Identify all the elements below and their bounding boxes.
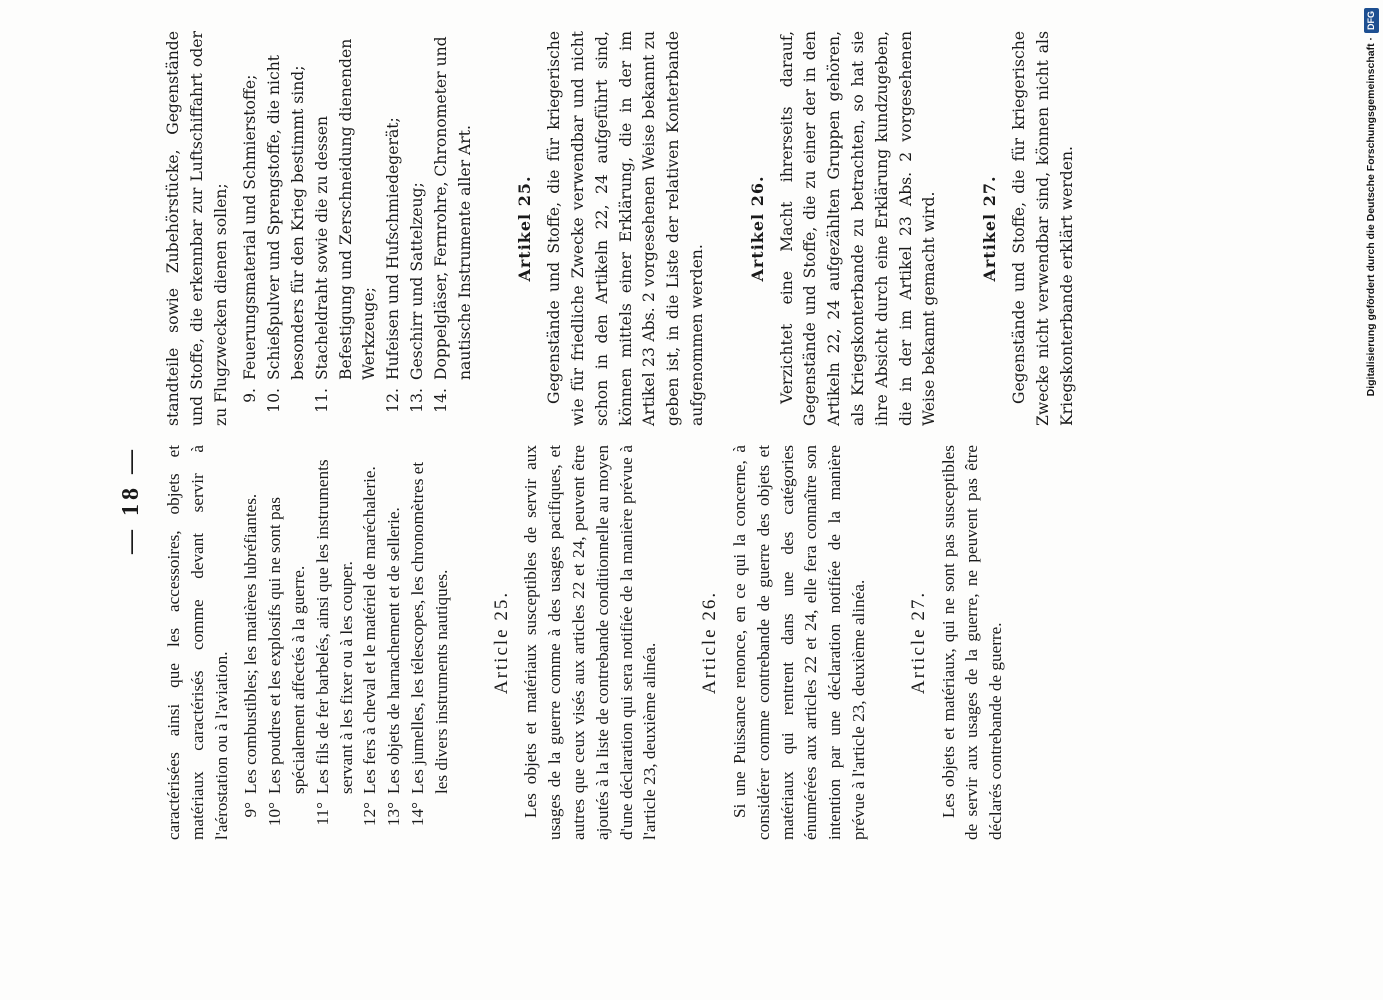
french-article-26 [698,445,871,840]
french-article-27 [907,445,1008,840]
item-number: 9° [241,802,261,818]
item-number: 12° [360,802,380,827]
list-item [239,31,263,426]
article-heading: Artikel 25. [515,175,535,282]
article-heading: Article 25. [490,590,512,695]
list-item [382,445,406,840]
item-number: 10° [265,802,285,827]
item-text: Les objets de harnachement et de sellerie. [384,507,404,794]
french-list [239,445,453,840]
french-article-25 [490,445,663,840]
german-article-25 [513,31,709,426]
item-text: Hufeisen und Hufschmiedegerät; [384,117,403,380]
list-item [406,445,454,840]
credit-text: Digitalisierung gefördert durch die Deutsche Forschungsgemeinschaft · [1365,37,1377,397]
item-text: Les fils de fer barbelés, ainsi que les instruments servant à les fixer ou à les couper. [312,459,356,794]
list-item [239,445,263,840]
item-text: Feuerungsmaterial und Schmierstoffe; [241,74,260,380]
digitization-credit [1360,8,1382,397]
list-item [311,31,382,426]
list-item [382,31,406,426]
item-number: 13. [407,388,426,413]
article-heading: Article 26. [699,590,721,695]
item-number: 10. [265,388,284,413]
list-item [263,31,311,426]
item-text: Schießpulver und Sprengstoffe, die nicht besonders für den Krieg bestimmt sind; [265,54,307,380]
german-article-26 [746,31,942,426]
item-number: 11. [312,388,331,413]
article-heading: Artikel 26. [747,175,767,282]
german-intro: standteile sowie Zubehörstücke, Gegenstände und Stoffe, die erkennbar zur Luftschiffahrt oder zu Flugzwecken dienen sollen; [164,31,230,426]
article-text: Les objets et matériaux susceptibles de servir aux usages de la guerre comme à des usages pacifiques, et autres que ceux visés aux articles 22 et 24, peuvent être ajoutés à la liste de contrebande conditionnelle au moyen d'une déclaration qui sera notifiée de la manière prévue à l'article 23, deuxième alinéa. [521,445,660,840]
article-text: Gegenstände und Stoffe, die für kriegerische wie für friedliche Zwecke verwendbar und nicht schon in den Artikeln 22, 24 aufgeführt sind, können mittels einer Erklärung, die in der im Artikel 23 Abs. 2 vorgesehenen Weise bekannt zu geben ist, in die Liste der relativen Konterbande aufgenommen werden. [545,31,706,426]
item-text: Les poudres et les explosifs qui ne sont pas spécialement affectés à la guerre. [265,497,308,794]
article-text: Verzichtet eine Macht ihrerseits darauf, Gegenstände und Stoffe, die zu einer der in den Artikeln 22, 24 aufgezählten Gruppen gehören, als Kriegskonterbande zu betrachten, so hat sie ihre Absicht durch eine Erklärung kundzugeben, die in der im Artikel 23 Abs. 2 vorgesehenen Weise bekannt gemacht wird. [777,31,939,426]
article-text: Si une Puissance renonce, en ce qui la concerne, à considérer comme contrebande de guerre des objets et matériaux qui rentrent dans une des catégories énumérées aux articles 22 et 24, elle fera connaître son intention par une déclaration notifiée de la manière prévue à l'article 23, deuxième alinéa. [729,445,868,840]
item-number: 9. [241,388,260,403]
item-text: Les jumelles, les télescopes, les chronomètres et les divers instruments nautiques. [407,461,451,794]
item-number: 13° [384,802,404,827]
page-number: — 18 — [118,446,144,554]
item-number: 11° [312,802,332,826]
list-item [358,445,382,840]
item-text: Les combustibles; les matières lubréfiantes. [241,493,261,794]
item-number: 12. [384,388,403,413]
list-item [406,31,430,426]
german-column [162,31,1079,426]
german-article-27 [978,31,1079,426]
article-text: Gegenstände und Stoffe, die für kriegerische Zwecke nicht verwendbar sind, können nicht als Kriegskonterbande erklärt werden. [1009,31,1076,426]
list-item [430,31,478,426]
item-text: Geschirr und Sattelzeug; [407,182,426,380]
dfg-logo: DFG [1364,8,1379,33]
list-item [263,445,311,840]
item-text: Stacheldraht sowie die zu dessen Befestigung und Zerschneidung dienenden Werkzeuge; [312,38,379,380]
item-number: 14. [431,388,450,413]
french-intro: caractérisées ainsi que les accessoires, objets et matériaux caractérisés comme devant servir à l'aérostation ou à l'aviation. [164,445,231,840]
article-heading: Artikel 27. [980,175,1000,282]
item-number: 14° [407,802,427,827]
article-heading: Article 27. [907,590,929,695]
article-text: Les objets et matériaux, qui ne sont pas susceptibles de servir aux usages de la guerre, ne peuvent pas être déclarés contrebande de guerre. [938,445,1006,840]
german-list [239,31,477,426]
list-item [311,445,359,840]
item-text: Doppelgläser, Fernrohre, Chronometer und nautische Instrumente aller Art. [431,36,474,380]
french-column [162,445,1008,840]
item-text: Les fers à cheval et le matériel de maréchalerie. [360,466,380,794]
